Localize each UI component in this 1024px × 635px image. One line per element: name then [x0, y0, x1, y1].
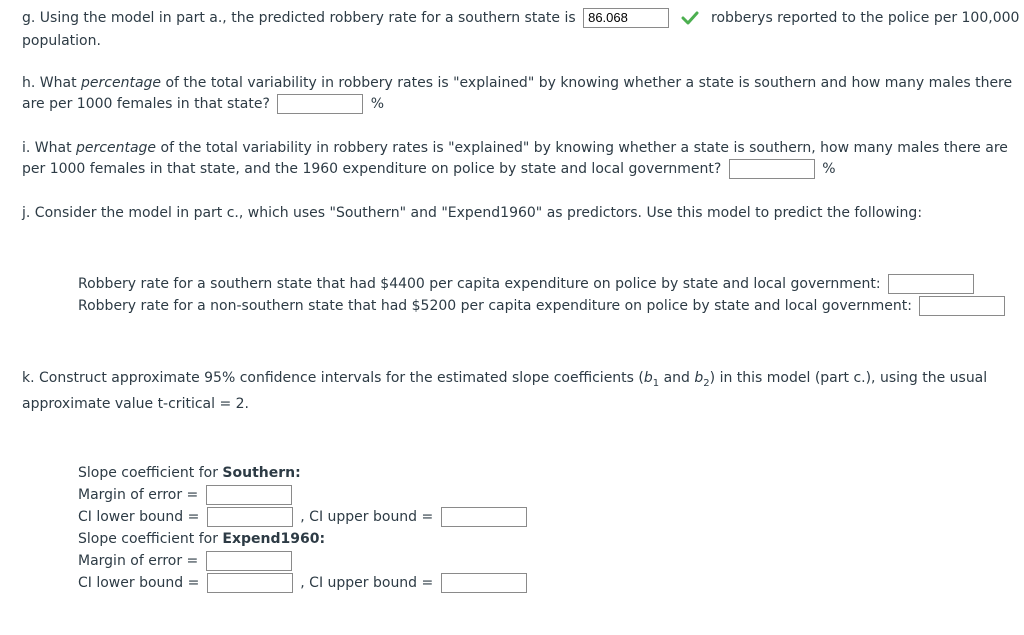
h-answer-field[interactable]: [277, 94, 363, 114]
percent-unit: %: [370, 96, 385, 112]
expend-margin-row: [78, 551, 295, 571]
question-i-post: of the total variability in robbery rates is "explained" by knowing whether a state is southern, how many males there are: [156, 140, 1008, 156]
question-h-text2: are per 1000 females in that state?: [22, 96, 270, 112]
question-i-line2: [22, 159, 836, 179]
ci-upper-label: , CI upper bound =: [300, 575, 434, 591]
southern-ci-upper-field[interactable]: [441, 507, 527, 527]
question-k-pre: k. Construct approximate 95% confidence intervals for the estimated slope coefficients (: [22, 370, 644, 386]
question-j-q1: [78, 274, 977, 294]
expend-margin-field[interactable]: [206, 551, 292, 571]
question-g-text: g. Using the model in part a., the predicted robbery rate for a southern state is: [22, 10, 576, 26]
margin-label: Margin of error =: [78, 553, 199, 569]
southern-ci-row: [78, 507, 530, 527]
percent-unit: %: [822, 161, 836, 177]
question-g-line2: population.: [22, 33, 101, 49]
southern-margin-row: [78, 485, 295, 505]
slope-label: Slope coefficient for: [78, 465, 223, 481]
question-i-emphasis: percentage: [76, 140, 157, 156]
question-j-q1-text: Robbery rate for a southern state that had $4400 per capita expenditure on police by state and local government:: [78, 276, 881, 292]
southern-margin-field[interactable]: [206, 485, 292, 505]
b-symbol: b: [643, 370, 653, 386]
southern-label: Southern:: [222, 465, 301, 481]
expend-ci-lower-field[interactable]: [207, 573, 293, 593]
expend-slope-heading: [78, 529, 325, 549]
question-h-post: of the total variability in robbery rates is "explained" by knowing whether a state is southern and how many males there: [161, 75, 1013, 91]
subscript-1: 1: [652, 377, 660, 389]
ci-upper-label: , CI upper bound =: [300, 509, 434, 525]
question-j-q2-text: Robbery rate for a non-southern state that had $5200 per capita expenditure on police by state and local government:: [78, 298, 912, 314]
question-i-line1: [22, 138, 1008, 158]
slope-label: Slope coefficient for: [78, 531, 223, 547]
question-k-post: ) in this model (part c.), using the usual: [709, 370, 988, 386]
question-g-suffix: robberys reported to the police per 100,000: [711, 10, 1020, 26]
i-answer-field[interactable]: [729, 159, 815, 179]
question-h-emphasis: percentage: [81, 75, 162, 91]
and-word: and: [659, 370, 695, 386]
expend-label: Expend1960:: [222, 531, 326, 547]
checkmark-icon: [681, 10, 699, 26]
b-symbol: b: [694, 370, 704, 386]
question-i-text2: per 1000 females in that state, and the 1960 expenditure on police by state and local government?: [22, 161, 722, 177]
j-southern-answer-field[interactable]: [888, 274, 974, 294]
j-nonsouthern-answer-field[interactable]: [919, 296, 1005, 316]
question-k-line1: [22, 368, 987, 394]
expend-ci-upper-field[interactable]: [441, 573, 527, 593]
question-h-line2: [22, 94, 384, 114]
question-j-q2: [78, 296, 1008, 316]
question-h-line1: [22, 73, 1012, 93]
margin-label: Margin of error =: [78, 487, 199, 503]
ci-lower-label: CI lower bound =: [78, 575, 200, 591]
southern-ci-lower-field[interactable]: [207, 507, 293, 527]
question-g-line1: [22, 8, 1019, 28]
question-k-line2: approximate value t-critical = 2.: [22, 396, 249, 412]
southern-slope-heading: [78, 463, 301, 483]
g-answer-field[interactable]: 86.068: [583, 8, 669, 28]
expend-ci-row: [78, 573, 530, 593]
question-j-text: j. Consider the model in part c., which uses "Southern" and "Expend1960" as predictors. Use this model to predict the following:: [22, 205, 923, 221]
question-i-pre: i. What: [22, 140, 77, 156]
question-h-pre: h. What: [22, 75, 82, 91]
subscript-2: 2: [703, 377, 710, 389]
ci-lower-label: CI lower bound =: [78, 509, 200, 525]
